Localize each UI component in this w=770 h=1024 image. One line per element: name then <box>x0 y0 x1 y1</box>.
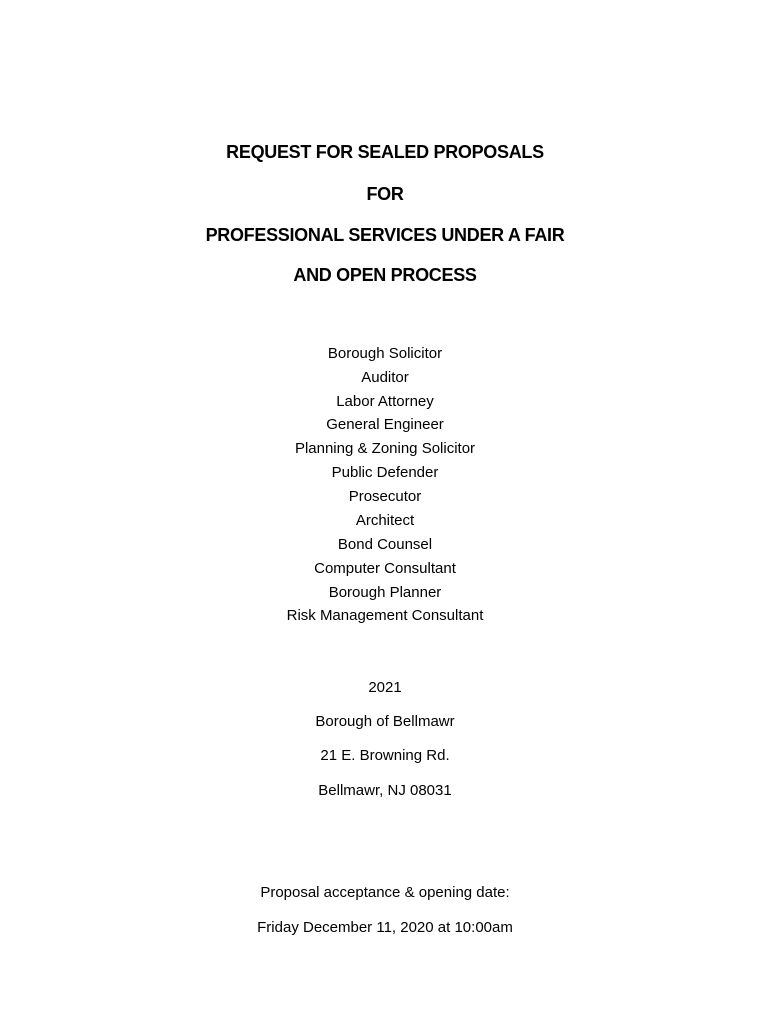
service-item: Borough Solicitor <box>327 345 443 362</box>
entity-name: Borough of Bellmawr <box>315 713 455 730</box>
service-item: Architect <box>355 512 415 529</box>
service-item: General Engineer <box>326 416 444 433</box>
title-line-2: FOR <box>366 184 404 204</box>
service-item: Computer Consultant <box>314 560 456 577</box>
street-address: 21 E. Browning Rd. <box>320 747 450 764</box>
service-item: Public Defender <box>331 464 439 481</box>
title-line-3: PROFESSIONAL SERVICES UNDER A FAIR <box>205 225 565 245</box>
city-state-zip: Bellmawr, NJ 08031 <box>318 782 452 799</box>
service-item: Planning & Zoning Solicitor <box>294 440 476 457</box>
service-item: Labor Attorney <box>336 393 434 410</box>
title-line-1: REQUEST FOR SEALED PROPOSALS <box>226 142 544 162</box>
opening-label: Proposal acceptance & opening date: <box>260 884 510 901</box>
service-item: Borough Planner <box>328 584 442 601</box>
service-item: Prosecutor <box>348 488 422 505</box>
service-item: Risk Management Consultant <box>286 607 484 624</box>
service-item: Auditor <box>361 369 409 386</box>
year: 2021 <box>368 679 402 696</box>
service-item: Bond Counsel <box>337 536 433 553</box>
opening-datetime: Friday December 11, 2020 at 10:00am <box>257 919 513 936</box>
title-line-4: AND OPEN PROCESS <box>293 265 477 285</box>
